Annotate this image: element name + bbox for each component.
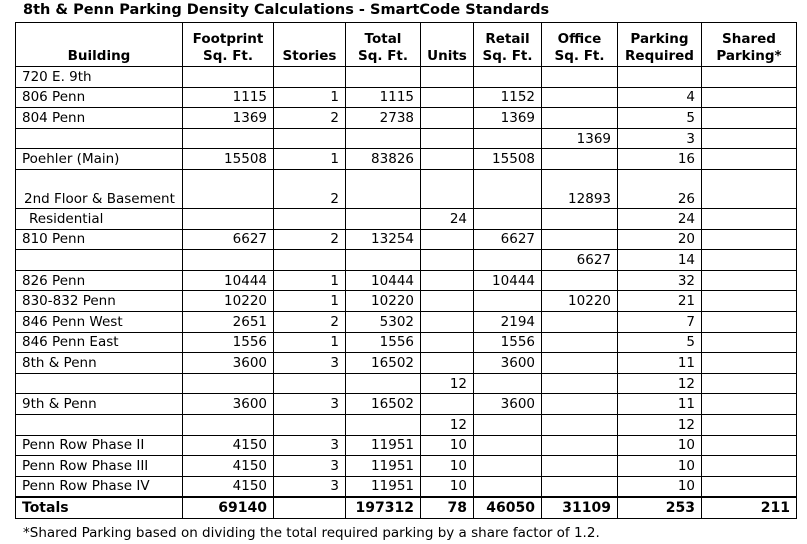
cell: 10220 — [542, 291, 618, 312]
cell — [702, 435, 797, 456]
cell — [274, 208, 346, 229]
cell: 846 Penn East — [16, 332, 183, 353]
cell: 6627 — [474, 229, 542, 250]
cell: 1 — [274, 291, 346, 312]
cell: 2 — [274, 311, 346, 332]
cell: 10 — [421, 456, 474, 477]
table-row — [16, 332, 797, 353]
total-office: 31109 — [542, 497, 618, 518]
cell: 1115 — [346, 87, 421, 108]
cell — [702, 476, 797, 497]
cell: 13254 — [346, 229, 421, 250]
cell — [274, 373, 346, 394]
cell: 26 — [618, 169, 702, 208]
cell: 5 — [618, 332, 702, 353]
table-row — [16, 208, 797, 229]
cell — [474, 476, 542, 497]
cell — [421, 149, 474, 170]
cell: 2 — [274, 169, 346, 208]
cell: 826 Penn — [16, 270, 183, 291]
cell — [421, 250, 474, 271]
col-header-shared-parking: Shared Parking* — [702, 23, 797, 67]
cell: 2nd Floor & Basement — [16, 169, 183, 208]
cell: 20 — [618, 229, 702, 250]
cell — [542, 414, 618, 435]
cell — [346, 169, 421, 208]
cell: 15508 — [183, 149, 274, 170]
cell — [542, 394, 618, 415]
cell: Penn Row Phase III — [16, 456, 183, 477]
cell: Poehler (Main) — [16, 149, 183, 170]
cell: 10 — [618, 476, 702, 497]
cell — [702, 414, 797, 435]
cell: 1556 — [183, 332, 274, 353]
cell — [702, 332, 797, 353]
cell — [421, 332, 474, 353]
cell — [421, 311, 474, 332]
cell — [474, 128, 542, 149]
table-body — [16, 67, 797, 519]
cell — [421, 270, 474, 291]
cell — [274, 128, 346, 149]
cell — [474, 456, 542, 477]
col-header-retail: Retail Sq. Ft. — [474, 23, 542, 67]
table-row — [16, 169, 797, 208]
cell — [421, 128, 474, 149]
col-header-parking-required: Parking Required — [618, 23, 702, 67]
cell — [474, 67, 542, 88]
cell: 2651 — [183, 311, 274, 332]
cell: 2 — [274, 229, 346, 250]
cell: 7 — [618, 311, 702, 332]
cell — [183, 373, 274, 394]
cell — [16, 373, 183, 394]
col-header-office: Office Sq. Ft. — [542, 23, 618, 67]
cell: 10 — [421, 476, 474, 497]
cell — [183, 128, 274, 149]
cell — [474, 435, 542, 456]
cell — [702, 394, 797, 415]
footnote: *Shared Parking based on dividing the total required parking by a share factor of 1.2. — [23, 525, 600, 541]
table-row — [16, 414, 797, 435]
cell: 12 — [421, 414, 474, 435]
cell — [702, 208, 797, 229]
cell — [702, 169, 797, 208]
cell: 3 — [274, 353, 346, 374]
cell: Penn Row Phase IV — [16, 476, 183, 497]
cell — [421, 291, 474, 312]
cell — [16, 414, 183, 435]
cell — [474, 208, 542, 229]
cell: 4 — [618, 87, 702, 108]
cell — [702, 291, 797, 312]
cell: 12893 — [542, 169, 618, 208]
cell — [421, 67, 474, 88]
cell: 16502 — [346, 353, 421, 374]
total-retail: 46050 — [474, 497, 542, 518]
cell: 1556 — [346, 332, 421, 353]
cell: 10444 — [474, 270, 542, 291]
cell — [16, 128, 183, 149]
cell: 10220 — [183, 291, 274, 312]
table-row — [16, 311, 797, 332]
cell: 804 Penn — [16, 108, 183, 129]
cell — [542, 332, 618, 353]
cell: 1369 — [542, 128, 618, 149]
cell: Penn Row Phase II — [16, 435, 183, 456]
cell — [474, 414, 542, 435]
cell: 2 — [274, 108, 346, 129]
col-header-footprint: Footprint Sq. Ft. — [183, 23, 274, 67]
cell: 8th & Penn — [16, 353, 183, 374]
cell — [702, 250, 797, 271]
cell: 3 — [274, 394, 346, 415]
cell — [474, 291, 542, 312]
cell — [421, 353, 474, 374]
table-row — [16, 128, 797, 149]
cell: 12 — [421, 373, 474, 394]
cell — [16, 250, 183, 271]
cell — [702, 128, 797, 149]
cell: 1 — [274, 87, 346, 108]
cell: 3600 — [474, 353, 542, 374]
cell — [702, 311, 797, 332]
table-row — [16, 67, 797, 88]
table-row — [16, 270, 797, 291]
cell: 11951 — [346, 476, 421, 497]
cell: 3600 — [474, 394, 542, 415]
cell: 11951 — [346, 435, 421, 456]
total-units: 78 — [421, 497, 474, 518]
cell: 846 Penn West — [16, 311, 183, 332]
cell: 12 — [618, 373, 702, 394]
cell — [702, 229, 797, 250]
cell: 2194 — [474, 311, 542, 332]
cell — [542, 208, 618, 229]
total-sqft: 197312 — [346, 497, 421, 518]
cell: 10 — [618, 456, 702, 477]
cell: 1369 — [183, 108, 274, 129]
cell: 24 — [421, 208, 474, 229]
cell: 6627 — [542, 250, 618, 271]
cell — [346, 414, 421, 435]
cell — [542, 311, 618, 332]
cell: 83826 — [346, 149, 421, 170]
cell: 16 — [618, 149, 702, 170]
cell — [702, 108, 797, 129]
cell — [183, 169, 274, 208]
cell — [346, 373, 421, 394]
cell — [542, 87, 618, 108]
cell: 10 — [421, 435, 474, 456]
col-header-stories: Stories — [274, 23, 346, 67]
cell: 3 — [274, 476, 346, 497]
total-parking-required: 253 — [618, 497, 702, 518]
cell — [542, 353, 618, 374]
cell: 11 — [618, 394, 702, 415]
table-row — [16, 291, 797, 312]
cell — [542, 149, 618, 170]
cell: 15508 — [474, 149, 542, 170]
cell: 4150 — [183, 456, 274, 477]
cell — [542, 229, 618, 250]
cell: 806 Penn — [16, 87, 183, 108]
cell: 2738 — [346, 108, 421, 129]
cell — [702, 149, 797, 170]
cell — [542, 67, 618, 88]
cell — [702, 353, 797, 374]
total-shared-parking: 211 — [702, 497, 797, 518]
cell — [542, 108, 618, 129]
cell: 10220 — [346, 291, 421, 312]
cell: 3 — [274, 456, 346, 477]
cell — [421, 169, 474, 208]
cell — [421, 229, 474, 250]
cell — [274, 414, 346, 435]
cell — [618, 67, 702, 88]
cell — [346, 128, 421, 149]
cell — [542, 373, 618, 394]
cell: 1 — [274, 270, 346, 291]
cell — [702, 67, 797, 88]
cell: 10444 — [183, 270, 274, 291]
table-row — [16, 229, 797, 250]
cell — [702, 270, 797, 291]
table-row — [16, 373, 797, 394]
cell: 1556 — [474, 332, 542, 353]
cell — [346, 250, 421, 271]
cell — [183, 414, 274, 435]
parking-table — [15, 22, 797, 519]
cell: 5302 — [346, 311, 421, 332]
cell — [183, 67, 274, 88]
cell: 3600 — [183, 394, 274, 415]
cell — [421, 394, 474, 415]
cell — [702, 373, 797, 394]
cell — [274, 250, 346, 271]
cell — [474, 169, 542, 208]
cell — [474, 373, 542, 394]
cell: 11 — [618, 353, 702, 374]
cell — [702, 456, 797, 477]
cell — [183, 208, 274, 229]
table-row — [16, 108, 797, 129]
totals-label: Totals — [16, 497, 183, 518]
cell: 3600 — [183, 353, 274, 374]
cell: 6627 — [183, 229, 274, 250]
cell: 3 — [618, 128, 702, 149]
header-row — [16, 23, 797, 67]
cell — [346, 208, 421, 229]
cell — [183, 250, 274, 271]
table-row — [16, 250, 797, 271]
cell — [474, 250, 542, 271]
cell: 21 — [618, 291, 702, 312]
total-footprint: 69140 — [183, 497, 274, 518]
cell: 16502 — [346, 394, 421, 415]
table-row — [16, 149, 797, 170]
table-title: 8th & Penn Parking Density Calculations - SmartCode Standards — [23, 2, 550, 18]
cell: 1 — [274, 332, 346, 353]
table-row — [16, 435, 797, 456]
col-header-total-sqft: Total Sq. Ft. — [346, 23, 421, 67]
cell: 32 — [618, 270, 702, 291]
cell: 1152 — [474, 87, 542, 108]
cell: 1 — [274, 149, 346, 170]
cell: 830-832 Penn — [16, 291, 183, 312]
cell: 12 — [618, 414, 702, 435]
cell: 1115 — [183, 87, 274, 108]
cell — [542, 435, 618, 456]
cell: 3 — [274, 435, 346, 456]
cell — [542, 270, 618, 291]
table-row — [16, 476, 797, 497]
table-row — [16, 87, 797, 108]
cell: 4150 — [183, 476, 274, 497]
cell: 10444 — [346, 270, 421, 291]
cell: 24 — [618, 208, 702, 229]
cell — [702, 87, 797, 108]
cell — [421, 87, 474, 108]
table-row — [16, 353, 797, 374]
cell — [542, 476, 618, 497]
col-header-building: Building — [16, 23, 183, 67]
cell — [346, 67, 421, 88]
totals-row — [16, 497, 797, 518]
cell: 4150 — [183, 435, 274, 456]
cell: 10 — [618, 435, 702, 456]
cell: Residential — [16, 208, 183, 229]
table-row — [16, 456, 797, 477]
total-stories — [274, 497, 346, 518]
cell: 11951 — [346, 456, 421, 477]
col-header-units: Units — [421, 23, 474, 67]
cell — [542, 456, 618, 477]
cell: 720 E. 9th — [16, 67, 183, 88]
cell: 9th & Penn — [16, 394, 183, 415]
cell: 1369 — [474, 108, 542, 129]
cell: 5 — [618, 108, 702, 129]
cell — [274, 67, 346, 88]
cell: 14 — [618, 250, 702, 271]
cell — [421, 108, 474, 129]
table-row — [16, 394, 797, 415]
cell: 810 Penn — [16, 229, 183, 250]
